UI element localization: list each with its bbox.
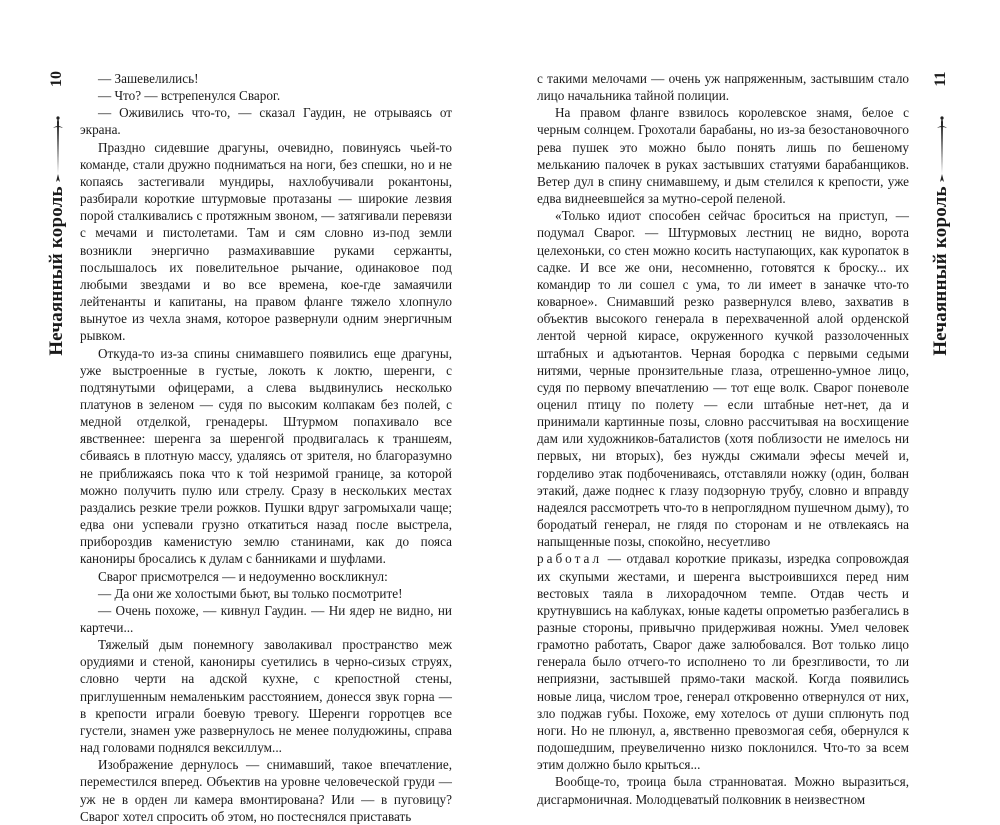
paragraph: Изображение дернулось — снимавший, такое впечатление, переместился вперед. Объектив на уровне человеческой груди — уж не в орден ли камера вмонтирована? Или — в пуговицу? Сварог хотел спросить об этом, но постеснялся приставать <box>80 757 452 824</box>
left-page-number: 10 <box>48 71 65 87</box>
paragraph: — Оживились что-то, — сказал Гаудин, не отрываясь от экрана. <box>80 105 452 138</box>
paragraph: — Очень похоже, — кивнул Гаудин. — Ни ядер не видно, ни картечи... <box>80 602 452 635</box>
paragraph: — Зашевелились! <box>98 71 199 86</box>
spaced-word: работал <box>537 551 603 567</box>
paragraph: с такими мелочами — очень уж напряженным, застывшим стало лицо начальника тайной полиции. <box>537 71 909 104</box>
paragraph-continued <box>537 550 909 773</box>
left-page-spine <box>37 70 77 430</box>
right-page-number: 11 <box>932 71 949 87</box>
right-page-spine <box>921 70 961 430</box>
paragraph-text: — отдавал короткие приказы, изредка сопровождая их скупыми жестами, и шеренга выстроившихся перед ним вестовых таяла в лихорадочном темпе. Отдав честь и крутнувшись на каблуках, юные кадеты опрометью разбегались в разные стороны, привычно придерживая ножны. Умел человек грамотно работать, Сварог даже залюбовался. Вот только лицо генерала было отчего-то исполнено то ли брезгливости, то ли неприязни, застывшей прямо-таки маской. Когда появились новые лица, числом трое, генерал откровенно отвернулся от них, зло поджав губы. Похоже, ему хотелось от души сплюнуть под ноги. Но не плюнул, а, явственно превозмогая себя, обернулся к подошедшим, преувеличенно низко поклонился. Что-то за всем этим должно было крыться... <box>537 551 910 773</box>
left-page-text <box>80 70 452 825</box>
paragraph: Откуда-то из-за спины снимавшего появились еще драгуны, уже выстроенные в густые, локоть к локтю, шеренги, с подтянутыми офицерами, а слева выдвинулись несколько платунов в зеленом — судя по высоким колпакам без полей, с медной отделкой, гренадеры. Штурмом попахивало все явственнее: шеренга за шеренгой продвигалась к траншеям, сбиваясь в плотную массу, удаляясь от зрителя, но благоразумно не приближаясь пока что к той незримой границе, за которой можно получить пулю или стрелу. Сразу в нескольких местах раздались резкие трели рожков. Пушки вдруг загромыхали чаще; едва они успевали грузно откатиться назад после выстрела, прибороздив каменистую землю станинами, как до пояса канониры бросались к дулам с банниками и шуфлами. <box>80 345 452 567</box>
paragraph: «Только идиот способен сейчас броситься на приступ, — подумал Сварог. — Штурмовых лестниц не видно, ворота целехоньки, со стен можно косить наступающих, как куропаток в садке. И все же они, несомненно, готовятся к броску... их командир то ли сошел с ума, то ли имеет в заначке что-то коварное». Снимавший резко развернулся влево, захватив в объектив высокого генерала в перехваченной алой орденской лентой черной кирасе, окруженного кучкой раззолоченных штабных и адъютантов. Черная бородка с первыми седыми нитями, черные пронзительные глаза, отрешенно-умное лицо, судя по первому впечатлению — тот еще волк. Сварог поневоле оценил птицу по полету — если штабные нет-нет, да и принимали картинные позы, словно рассчитывая на восхищение дам или художников-баталистов (хотя поблизости не имелось ни первых, ни вторых), без нужды сжимали эфесы мечей и, горделиво этак подбочениваясь, отставляли ножку (один, болван этакий, даже поднес к глазу подзорную трубу, словно и вправду надеялся рассмотреть что-то в непроглядном пушечном дыму), то бородатый генерал, не глядя по сторонам и не отвлекаясь на напыщенные позы, спокойно, несуетливо <box>537 208 909 550</box>
left-running-title: Нечаянный король <box>46 186 67 356</box>
paragraph: — Да они же холостыми бьют, вы только посмотрите! <box>98 585 403 601</box>
paragraph: На правом фланге взвилось королевское знамя, белое с черным солнцем. Грохотали барабаны, но из-за безостановочного рева пушек это можно было понять лишь по бешеному мельканию палочек в руках застывших статуями барабанщиков. Ветер дул в спину снимавшему, и дым стелился к крепости, уже едва виднеевшейся за мутно-серой пеленой. <box>537 105 909 207</box>
paragraph: Вообще-то, троица была странноватая. Можно выразиться, дисгармоничная. Молодцеватый полковник в неизвестном <box>537 774 909 807</box>
right-running-title: Нечаянный король <box>930 186 951 356</box>
paragraph: Сварог присмотрелся — и недоуменно воскликнул: <box>98 568 388 584</box>
paragraph: Тяжелый дым понемногу заволакивал пространство меж орудиями и стеной, канониры суетились в черно-сизых струях, словно черти на адской кухне, с крепостной стены, приглушенным немаленьким расстоянием, донесся звук горна — в крепости играли боевую тревогу. Шеренги горротцев все густели, знамен уже развернулось не менее полудюжины, справа над головами поднялся вексиллум... <box>80 637 452 756</box>
right-page-text <box>537 70 909 808</box>
paragraph: Праздно сидевшие драгуны, очевидно, повинуясь чьей-то команде, стали дружно подниматься на ноги, без спешки, но и не копаясь застегивали мундиры, нахлобучивали рокантоны, разбирали короткие штурмовые протазаны — широкие лезвия порой сталкивались с протяжным звоном, — затягивали перевязи с мечами и пистолетами. Там и сям словно из-под земли возникли энергично размахивавшие руками сержанты, послышалось их повелительное рычание, одинаковое под любыми звездами и во все времена, кое-где замаячили лейтенанты и капитаны, на правом фланге тяжело хлопнуло вынутое из чехла знамя, которое развернули одним энергичным рывком. <box>80 139 452 344</box>
paragraph: — Что? — встрепенулся Сварог. <box>98 88 281 104</box>
